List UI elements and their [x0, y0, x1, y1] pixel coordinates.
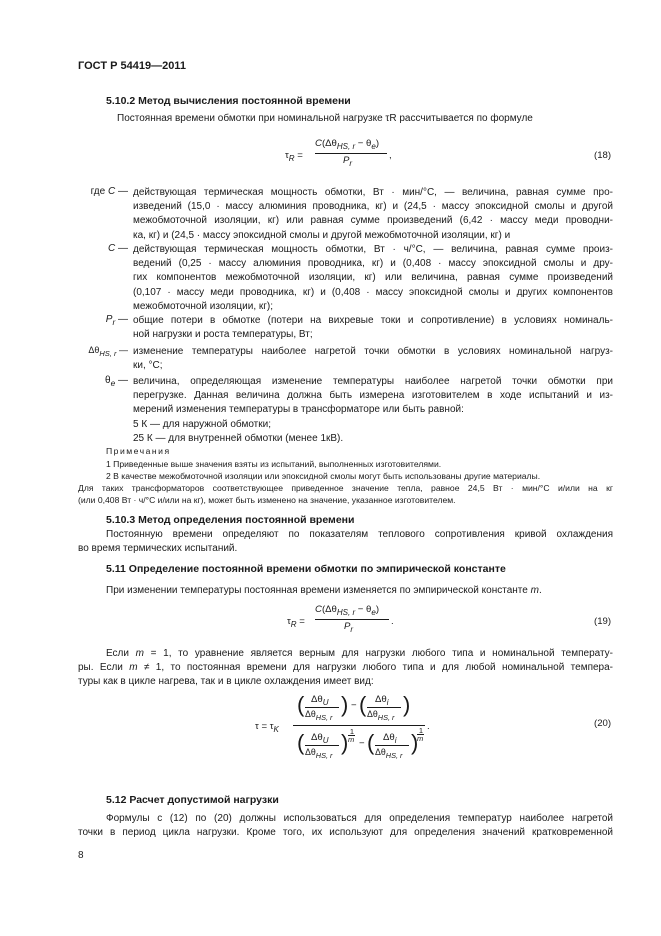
paren-open: (	[367, 730, 375, 755]
formula-comma: ,	[389, 150, 392, 161]
paragraph-5-12-line-2: точки в период цикла нагрузки. Кроме того, их используют для определения значений кратковременной	[78, 827, 613, 838]
def-term-c-1: где C —	[90, 186, 128, 197]
def-line: ка, кг) и (24,5 · массу эпоксидной смолы и другой межобмоточной изоляции, кг) и	[133, 229, 511, 241]
def-line: изведений (15,0 · массу алюминия проводника, кг) и (24,5 · массу эпоксидной смолы и другой	[133, 201, 613, 213]
def-line: величина, определяющая изменение температуры наиболее нагретой точки обмотки при	[133, 376, 613, 387]
section-heading-5-11: 5.11 Определение постоянной времени обмотки по эмпирической константе	[106, 563, 506, 575]
document-id: ГОСТ Р 54419—2011	[78, 60, 186, 72]
intro-text: Постоянная времени обмотки при номинальной нагрузке τR рассчитывается по формуле	[117, 113, 533, 124]
formula-lhs: $\tau_R$ =	[287, 616, 305, 629]
equation-number-19: (19)	[594, 616, 612, 627]
def-pr	[133, 314, 613, 342]
paragraph-5-11-line-2: ры. Если m ≠ 1, то постоянная времени для нагрузки любого типа и для любой номинальной темпера-	[78, 662, 614, 673]
exponent-m: m	[348, 735, 355, 744]
def-line: межобмоточной изоляции, кг) или равная сумме произведений (6,42 · массу меди проводни-	[133, 215, 613, 227]
formula-period: .	[391, 616, 394, 627]
formula-lhs: $\tau = \tau_K$	[255, 721, 279, 734]
def-term-dtheta: $\Delta\theta_{HS, r}$ —	[88, 345, 128, 358]
frac-den-top: $\Delta\theta_U$	[311, 732, 329, 745]
paragraph-5-12-line-1: Формулы с (12) по (20) должны использоваться для определения температур наиболее нагретой	[106, 813, 613, 824]
def-line: перегрузке. Данная величина должна быть измерена изготовителем в ходе испытаний и из-	[133, 390, 613, 402]
def-term-pr: $P_r$ —	[105, 314, 128, 327]
formula-denominator: $P_r$	[343, 155, 353, 168]
frac-den-top: $\Delta\theta_i$	[383, 732, 397, 745]
fraction-line	[375, 745, 409, 746]
paragraph-5-10-3-line-1: Постоянную времени определяют по показателям теплового сопротивления кривой охлаждения	[106, 529, 613, 540]
section-heading-5-10-2: 5.10.2 Метод вычисления постоянной времени	[106, 95, 351, 107]
note-2-line-3: (или 0,408 Вт · ч/°С и/или на кг), может быть изменено на значение, указанное изготовителем.	[78, 495, 456, 505]
def-line: (0,107 · массу меди проводника, кг) и (0,408 · массу эпоксидной смолы и других компонентов	[133, 286, 613, 298]
note-1: 1 Приведенные выше значения взяты из испытаний, выполненных изготовителями.	[106, 459, 442, 469]
paren-open: (	[297, 730, 305, 755]
paren-close: )	[341, 730, 349, 755]
notes-title: Примечания	[106, 446, 171, 456]
exponent-m: m	[417, 734, 424, 743]
page-number: 8	[78, 850, 84, 861]
frac-num-bottom: $\Delta\theta_{HS, r}$	[305, 709, 333, 722]
exponent-1-over-m: 1	[349, 727, 355, 736]
intro-paragraph-5-10-2	[117, 112, 533, 126]
def-line: действующая термическая мощность обмотки, Вт · ч/°С, — величина, равная сумме произ-	[133, 244, 613, 255]
minus-sign: −	[351, 700, 357, 711]
def-line: 25 К — для внутренней обмотки (менее 1кВ).	[133, 432, 344, 444]
minus-sign: −	[359, 738, 365, 749]
formula-period: .	[427, 721, 430, 732]
paragraph-5-11-line-1: Если m = 1, то уравнение является верным для нагрузки любого типа и номинальной температу-	[106, 648, 613, 659]
def-line: ной нагрузки и роста температуры, Вт;	[133, 329, 313, 341]
def-line: гих компонентов межобмоточной изоляции, кг) или величина, равная сумме произведений	[133, 272, 613, 284]
def-line: ведений (0,25 · массу алюминия проводника, кг) и (0,408 · массу эпоксидной смолы и дру-	[133, 258, 613, 270]
fraction-line	[315, 619, 389, 620]
paragraph-5-10-3-line-2: во время термических испытаний.	[78, 543, 238, 554]
def-line: ки, °С;	[133, 360, 163, 372]
def-line: мерений изменения температуры в трансформаторе или быть равной:	[133, 404, 464, 416]
fraction-line	[315, 153, 387, 154]
def-line: общие потери в обмотке (потери на вихревые токи и сопротивление) в условиях номиналь-	[133, 315, 613, 326]
note-2-line-1: 2 В качестве межобмоточной изоляции или эпоксидной смолы могут быть использованы другие материалы.	[106, 471, 541, 481]
intro-paragraph-5-11: При изменении температуры постоянная времени изменяется по эмпирической константе m.	[106, 585, 542, 596]
def-c-2	[133, 243, 613, 314]
exponent-1-over-m: 1	[418, 726, 424, 735]
frac-num-top: $\Delta\theta_U$	[311, 694, 329, 707]
def-line: 5 К — для наружной обмотки;	[133, 418, 271, 430]
paren-close: )	[403, 692, 411, 717]
def-term-theta-e: $\theta_e$ —	[105, 375, 128, 388]
def-line: межобмоточной изоляции, кг);	[133, 300, 274, 312]
def-dtheta	[133, 345, 613, 373]
formula-18	[285, 138, 405, 172]
note-2-line-2: Для таких трансформаторов соответствующее приведенное значение тепла, равное 24,5 Вт · мин/°С и/или на кг	[78, 483, 613, 493]
formula-denominator: $P_r$	[344, 621, 354, 634]
frac-den-bottom: $\Delta\theta_{HS, r}$	[305, 747, 333, 760]
formula-numerator: $C(\Delta\theta_{HS, r} - \theta_e)$	[315, 604, 380, 617]
frac-num-bottom: $\Delta\theta_{HS, r}$	[367, 709, 395, 722]
formula-19	[287, 604, 407, 638]
frac-num-top: $\Delta\theta_i$	[375, 694, 389, 707]
section-heading-5-12: 5.12 Расчет допустимой нагрузки	[106, 794, 279, 806]
fraction-line	[367, 707, 401, 708]
frac-den-bottom: $\Delta\theta_{HS, r}$	[375, 747, 403, 760]
def-term-c-2: C —	[107, 243, 128, 254]
def-line: действующая термическая мощность обмотки, Вт · мин/°С, — величина, равная сумме про-	[133, 187, 613, 198]
equation-number-20: (20)	[594, 718, 612, 729]
paren-open: (	[359, 692, 367, 717]
main-fraction-line	[293, 725, 425, 726]
section-heading-5-10-3: 5.10.3 Метод определения постоянной времени	[106, 514, 355, 526]
paren-close: )	[411, 730, 419, 755]
def-line: изменение температуры наиболее нагретой точки обмотки в условиях номинальной нагруз-	[133, 346, 613, 357]
paren-close: )	[341, 692, 349, 717]
formula-20	[255, 692, 430, 768]
def-theta-e	[133, 375, 613, 446]
paragraph-5-11-line-3: туры как в цикле нагрева, так и в цикле охлаждения имеет вид:	[78, 676, 374, 687]
fraction-line	[305, 707, 339, 708]
equation-number-18: (18)	[594, 150, 612, 161]
def-c-1	[133, 186, 613, 243]
formula-lhs: $\tau_R$ =	[285, 150, 303, 163]
fraction-line	[305, 745, 339, 746]
paren-open: (	[297, 692, 305, 717]
formula-numerator: $C(\Delta\theta_{HS, r} - \theta_e)$	[315, 138, 380, 151]
